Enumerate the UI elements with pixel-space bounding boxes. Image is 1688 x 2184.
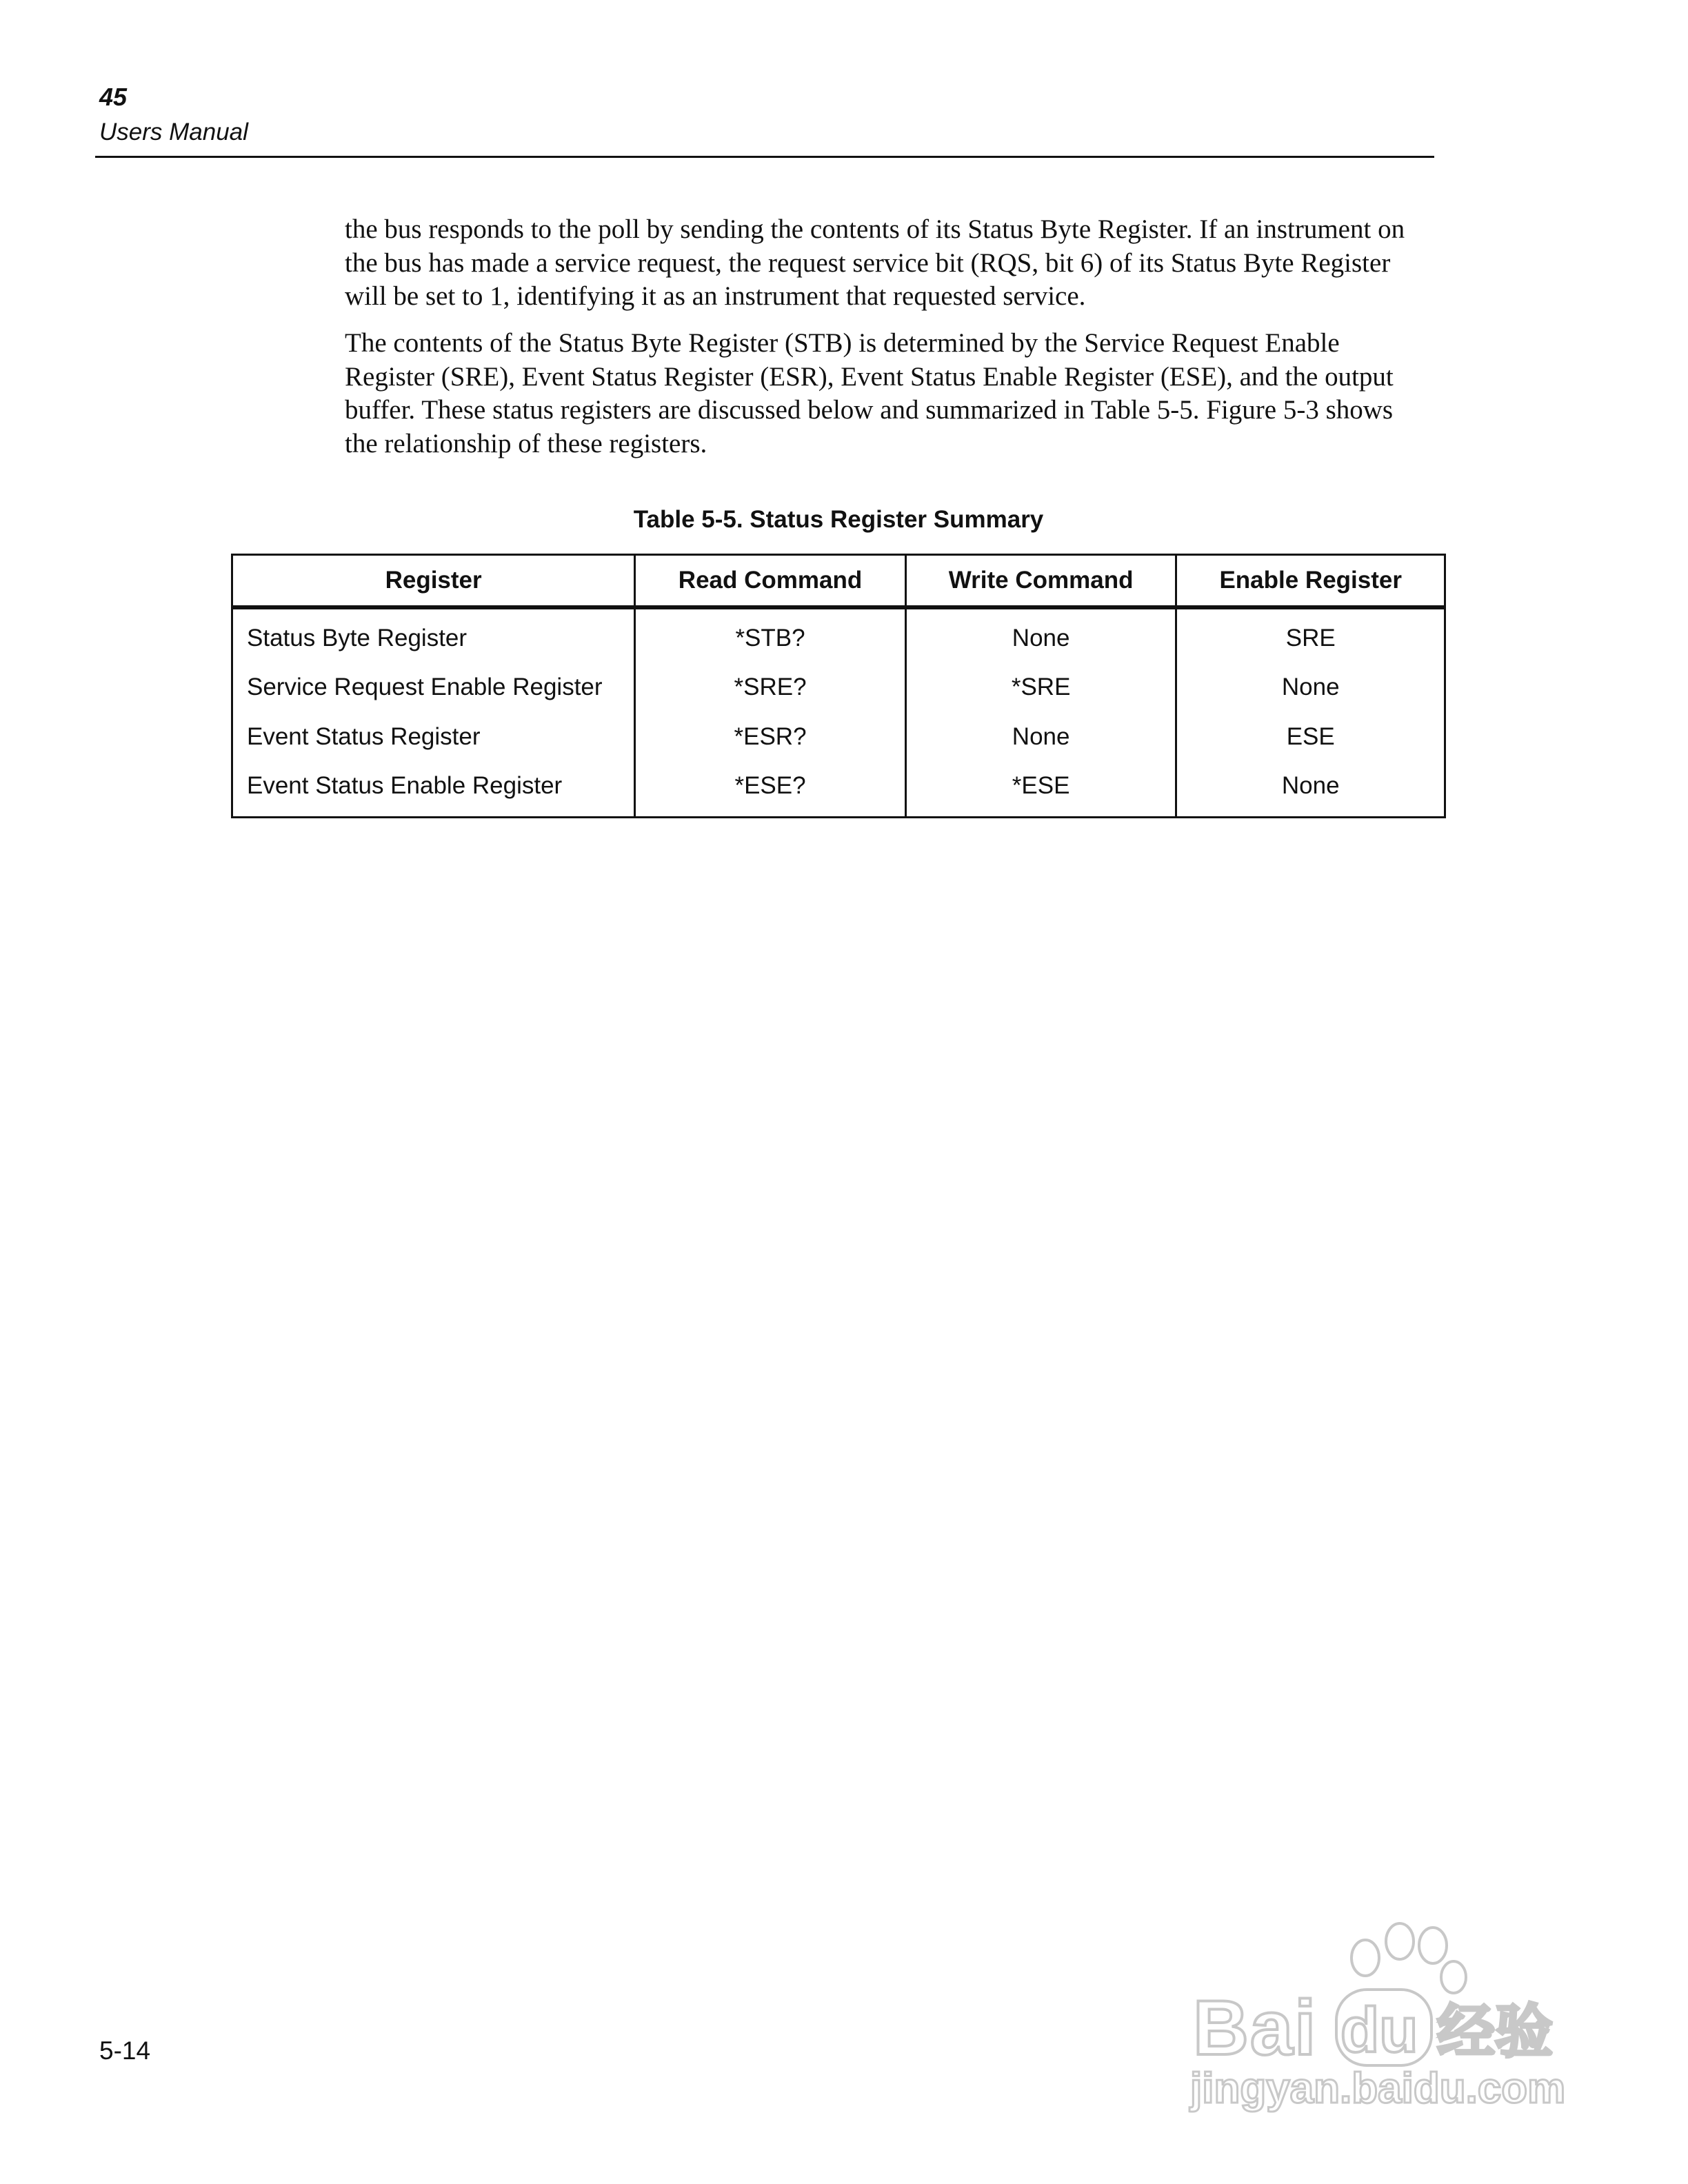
status-register-table (231, 554, 1446, 818)
manual-title: Users Manual (99, 119, 248, 145)
cell-register: Service Request Enable Register (232, 663, 635, 713)
cell-read-command: *ESE? (635, 762, 906, 818)
table-row (232, 762, 1445, 818)
cell-register: Event Status Register (232, 712, 635, 762)
column-header-register: Register (232, 555, 635, 608)
watermark-brand-right: du (1340, 1995, 1418, 2065)
cell-write-command: None (905, 607, 1176, 663)
manual-model-number: 45 (99, 83, 128, 111)
cell-enable-register: None (1176, 762, 1445, 818)
table-row (232, 712, 1445, 762)
cell-read-command: *ESR? (635, 712, 906, 762)
paw-icon (1352, 1923, 1466, 1993)
cell-write-command: *ESE (905, 762, 1176, 818)
watermark-suffix: 经验 (1437, 1998, 1554, 2065)
body-paragraph-1: the bus responds to the poll by sending the contents of its Status Byte Register. If an instrument on the bus has made a service request, the request service bit (RQS, bit 6) of its Status Byte Register will be set to 1, identifying it as an instrument that requested service. (345, 214, 1405, 311)
cell-enable-register: ESE (1176, 712, 1445, 762)
cell-write-command: *SRE (905, 663, 1176, 713)
column-header-enable-register: Enable Register (1176, 555, 1445, 608)
cell-register: Status Byte Register (232, 607, 635, 663)
body-paragraph-2: The contents of the Status Byte Register (STB) is determined by the Service Request Enable Register (SRE), Event Status Register (ESR), Event Status Enable Register (ESE), and the output buffer. These status registers are discussed below and summarized in Table 5-5. Figure 5-3 shows the relationship of these registers. (345, 328, 1394, 458)
page-number: 5-14 (99, 2036, 151, 2065)
baidu-jingyan-watermark (1180, 1910, 1580, 2116)
cell-read-command: *STB? (635, 607, 906, 663)
watermark-url: jingyan.baidu.com (1190, 2065, 1566, 2112)
column-header-read-command: Read Command (635, 555, 906, 608)
header-divider (95, 156, 1434, 158)
cell-enable-register: None (1176, 663, 1445, 713)
cell-enable-register: SRE (1176, 607, 1445, 663)
cell-register: Event Status Enable Register (232, 762, 635, 818)
watermark-brand-left: Bai (1193, 1985, 1318, 2071)
table-row (232, 663, 1445, 713)
cell-read-command: *SRE? (635, 663, 906, 713)
column-header-write-command: Write Command (905, 555, 1176, 608)
table-caption: Table 5-5. Status Register Summary (633, 506, 1044, 533)
table-row (232, 607, 1445, 663)
table-header-row (232, 555, 1445, 608)
cell-write-command: None (905, 712, 1176, 762)
